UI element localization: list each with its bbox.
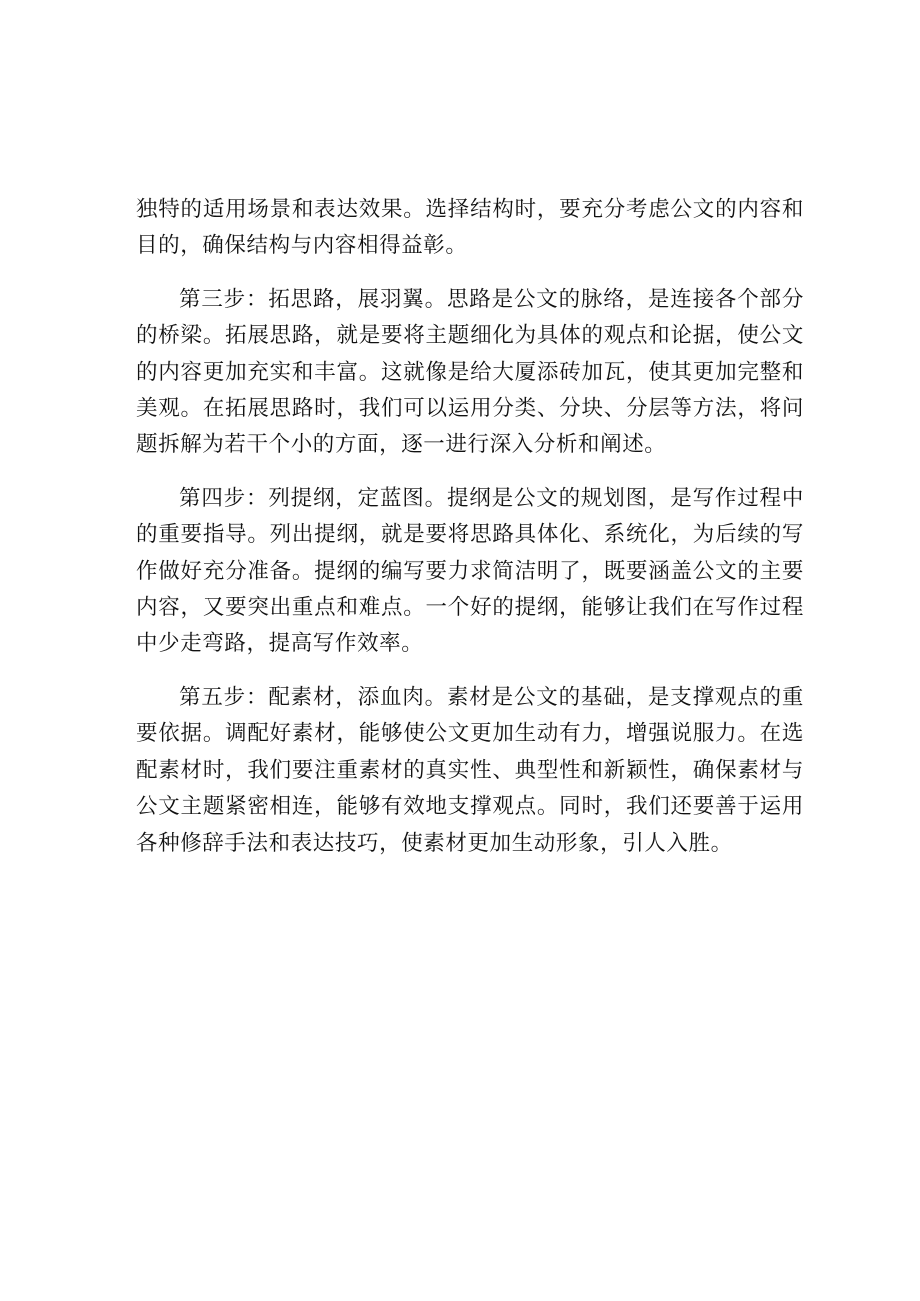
paragraph-step-four: 第四步：列提纲，定蓝图。提纲是公文的规划图，是写作过程中的重要指导。列出提纲，就是要将思路具体化、系统化，为后续的写作做好充分准备。提纲的编写要力求简洁明了，既要涵盖公文的主要内容，又要突出重点和难点。一个好的提纲，能够让我们在写作过程中少走弯路，提高写作效率。 <box>136 485 804 657</box>
paragraph-step-five: 第五步：配素材，添血肉。素材是公文的基础，是支撑观点的重要依据。调配好素材，能够使公文更加生动有力，增强说服力。在选配素材时，我们要注重素材的真实性、典型性和新颖性，确保素材与公文主题紧密相连，能够有效地支撑观点。同时，我们还要善于运用各种修辞手法和表达技巧，使素材更加生动形象，引人入胜。 <box>136 684 804 856</box>
paragraph-step-three: 第三步：拓思路，展羽翼。思路是公文的脉络，是连接各个部分的桥梁。拓展思路，就是要将主题细化为具体的观点和论据，使公文的内容更加充实和丰富。这就像是给大厦添砖加瓦，使其更加完整和美观。在拓展思路时，我们可以运用分类、分块、分层等方法，将问题拆解为若干个小的方面，逐一进行深入分析和阐述。 <box>136 286 804 458</box>
document-body <box>136 192 804 879</box>
paragraph-continued: 独特的适用场景和表达效果。选择结构时，要充分考虑公文的内容和目的，确保结构与内容相得益彰。 <box>136 197 804 259</box>
